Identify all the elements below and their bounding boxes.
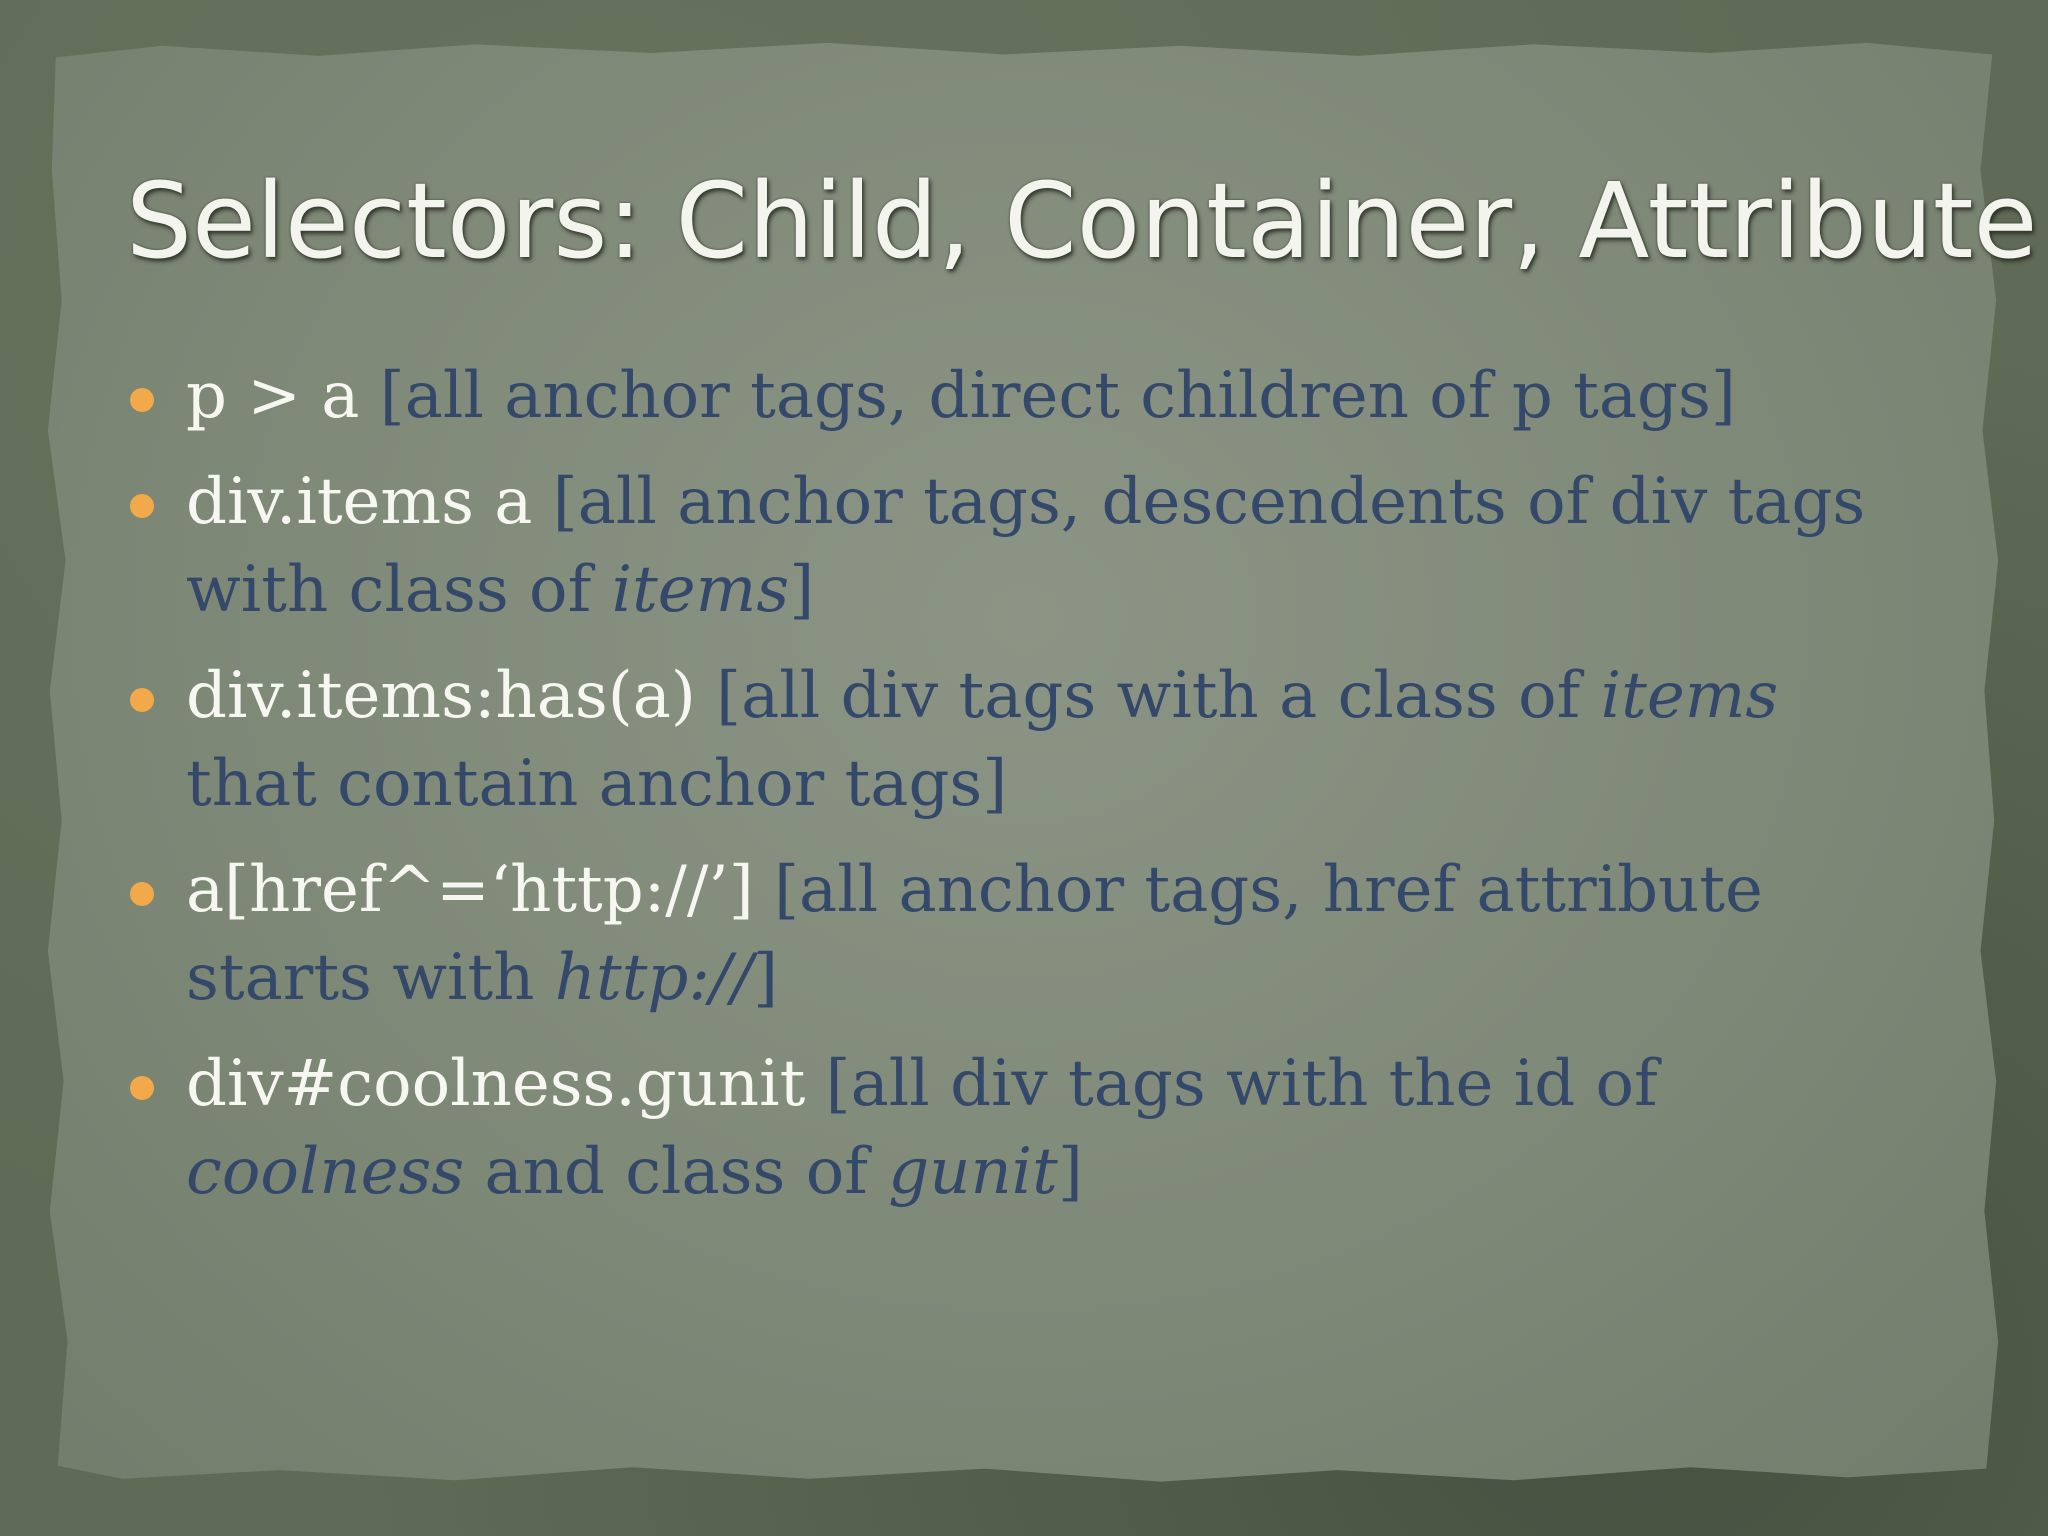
bullet-item-descendant-selector: [130, 458, 1920, 634]
bullet-list: [130, 352, 1920, 1234]
selector-description-end: ]: [1057, 1135, 1083, 1209]
selector-description: [all div tags with the id of: [825, 1047, 1658, 1121]
selector-description: [all div tags with a class of: [716, 659, 1601, 733]
selector-code: div.items a: [186, 465, 553, 539]
selector-code: a[href^=‘http://’]: [186, 853, 775, 927]
bullet-icon: [130, 688, 154, 712]
selector-description: [all anchor tags, direct children of p tags]: [379, 359, 1736, 433]
selector-description-emphasis: http://: [554, 941, 754, 1015]
bullet-item-container-selector: [130, 652, 1920, 828]
bullet-icon: [130, 882, 154, 906]
selector-description-end: ]: [753, 941, 779, 1015]
selector-description-middle: and class of: [464, 1135, 889, 1209]
selector-code: p > a: [186, 359, 380, 433]
selector-description-end: ]: [789, 553, 815, 627]
bullet-icon: [130, 1076, 154, 1100]
bullet-icon: [130, 388, 154, 412]
selector-code: div.items:has(a): [186, 659, 717, 733]
slide-title: Selectors: Child, Container, Attribute: [126, 160, 2038, 282]
bullet-icon: [130, 494, 154, 518]
selector-description-emphasis: items: [611, 553, 790, 627]
selector-description: [all anchor tags, descendents of div tags with class of: [186, 465, 1866, 627]
selector-description: [all anchor tags, href attribute starts with: [186, 853, 1763, 1015]
selector-description-emphasis: coolness: [186, 1135, 465, 1209]
selector-description-emphasis: items: [1600, 659, 1779, 733]
selector-description-end: that contain anchor tags]: [186, 747, 1008, 821]
selector-code: div#coolness.gunit: [186, 1047, 826, 1121]
bullet-item-attribute-selector: [130, 846, 1920, 1022]
bullet-item-id-class-selector: [130, 1040, 1920, 1216]
selector-description-emphasis-2: gunit: [888, 1135, 1058, 1209]
bullet-item-child-selector: [130, 352, 1920, 440]
